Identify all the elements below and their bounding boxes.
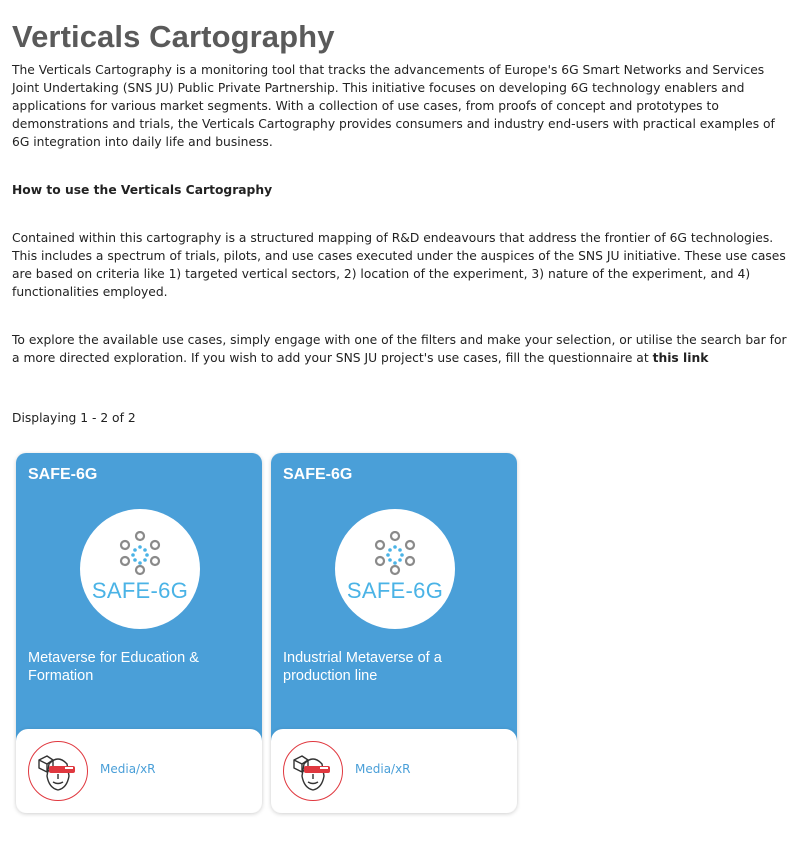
card-title[interactable]: Metaverse for Education & Formation	[28, 650, 199, 684]
explore-paragraph	[12, 331, 787, 367]
page-content	[12, 18, 787, 427]
vr-headset-icon	[28, 741, 88, 801]
project-logo	[335, 509, 455, 629]
how-to-heading: How to use the Verticals Cartography	[12, 183, 273, 197]
logo-text: SAFE-6G	[346, 578, 444, 603]
card-header	[271, 453, 517, 749]
card-title[interactable]: Industrial Metaverse of a production line	[283, 650, 442, 684]
vertical-label[interactable]: Media/xR	[355, 762, 411, 776]
vertical-label[interactable]: Media/xR	[100, 762, 156, 776]
how-to-paragraph: Contained within this cartography is a structured mapping of R&D endeavours that address the frontier of 6G technologies. This includes a spectrum of trials, pilots, and use cases executed under the auspices of the SNS JU initiative. These use cases are based on criteria like 1) targeted vertical sectors, 2) location of the experiment, 3) nature of the experiment, and 4) functionalities employed.	[12, 231, 786, 299]
use-case-card[interactable]	[271, 453, 517, 813]
card-header	[16, 453, 262, 749]
card-project-name: SAFE-6G	[28, 466, 98, 483]
card-footer	[271, 729, 517, 813]
card-project-name: SAFE-6G	[283, 466, 353, 483]
page-title: Verticals Cartography	[12, 19, 335, 54]
questionnaire-link[interactable]: this link	[652, 351, 709, 365]
intro-paragraph: The Verticals Cartography is a monitoring tool that tracks the advancements of Europe's 6G Smart Networks and Services Joint Undertaking (SNS JU) Public Private Partnership. This initiative focuses on developing 6G technology enablers and applications for various market segments. With a collection of use cases, from proofs of concept and prototypes to demonstrations and trials, the Verticals Cartography provides consumers and industry end-users with practical examples of 6G integration into daily life and business.	[12, 63, 775, 149]
vr-headset-icon	[283, 741, 343, 801]
safe-6g-logo-icon	[115, 531, 165, 577]
project-logo	[80, 509, 200, 629]
use-case-cards	[16, 453, 517, 813]
logo-text: SAFE-6G	[91, 578, 189, 603]
safe-6g-logo-icon	[370, 531, 420, 577]
card-footer	[16, 729, 262, 813]
use-case-card[interactable]	[16, 453, 262, 813]
results-count: Displaying 1 - 2 of 2	[12, 411, 136, 425]
explore-text: To explore the available use cases, simply engage with one of the filters and make your selection, or utilise the search bar for a more directed exploration. If you wish to add your SNS JU project's use cases, fill the questionnaire at	[12, 333, 787, 365]
